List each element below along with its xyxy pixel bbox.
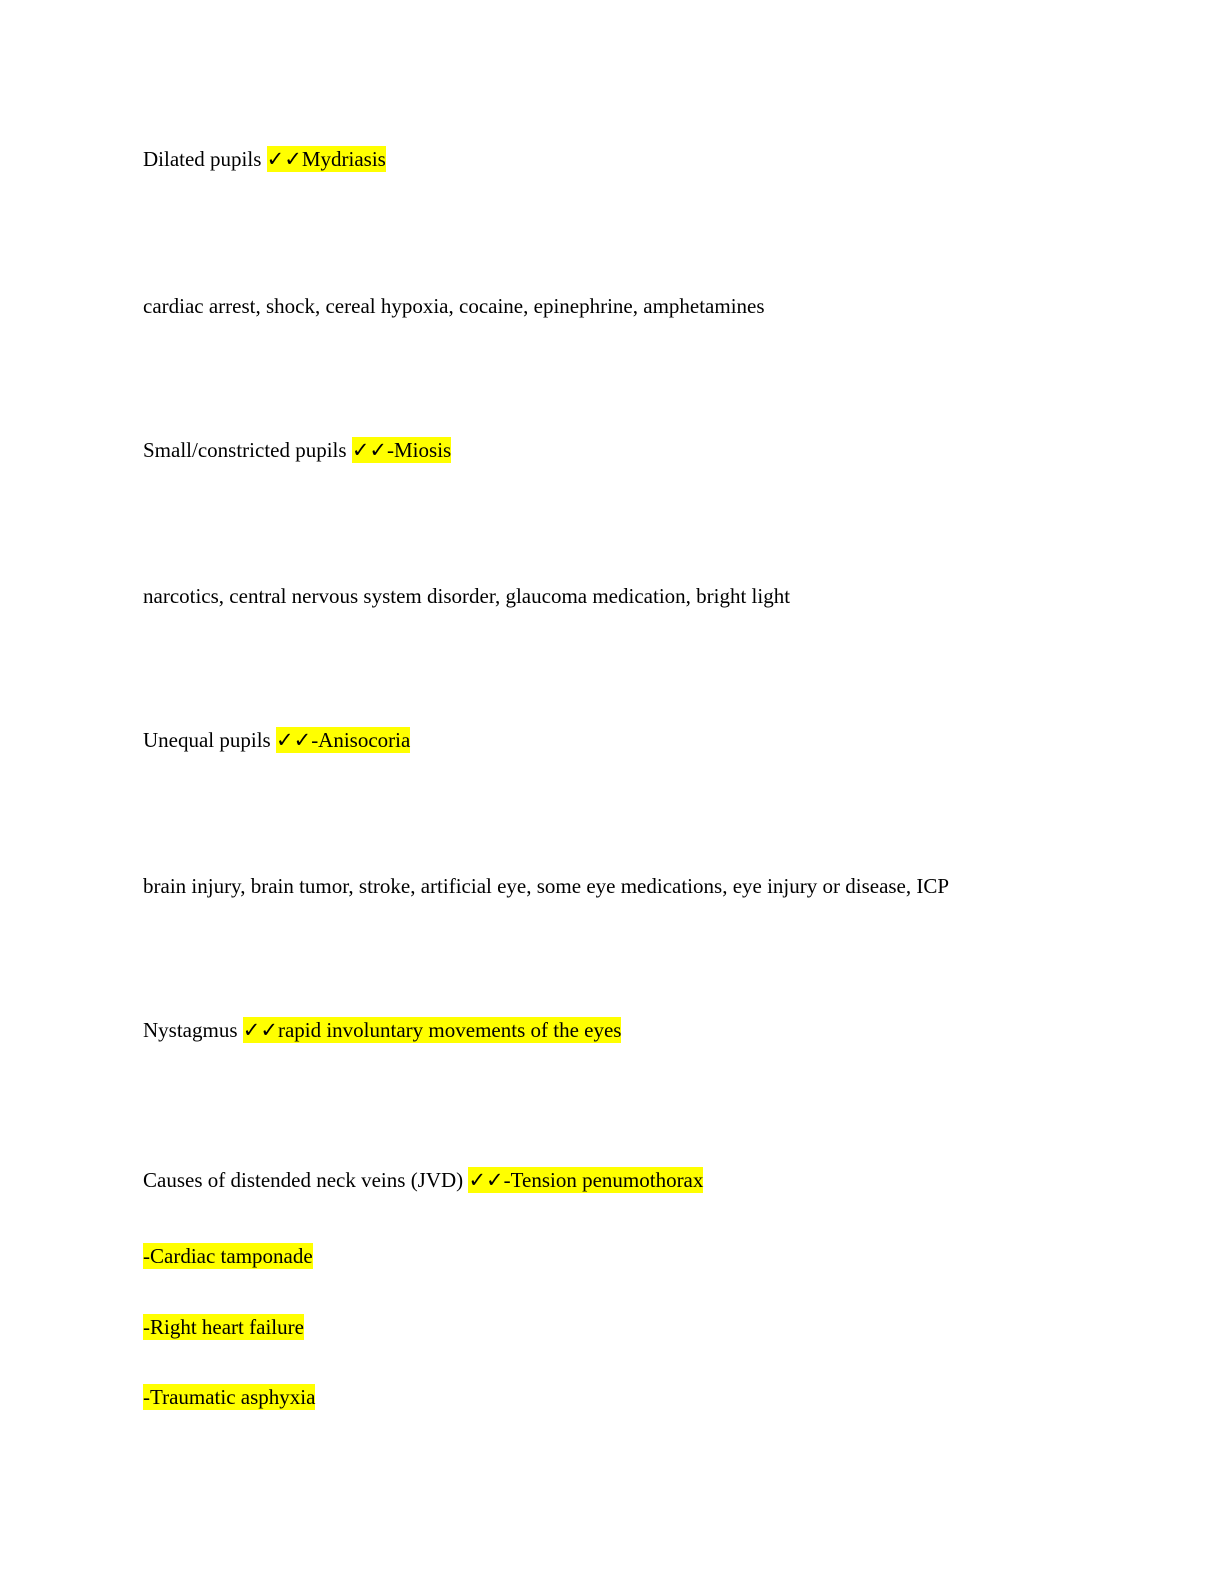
double-check-icon: ✓✓ — [266, 147, 302, 171]
flashcard-jvd — [143, 1167, 703, 1193]
answer-text: Mydriasis — [301, 147, 386, 171]
body-text: brain injury, brain tumor, stroke, artificial eye, some eye medications, eye injury or disease, ICP — [143, 874, 950, 898]
answer-highlight — [243, 1017, 622, 1043]
answer-highlight — [352, 437, 451, 463]
double-check-icon: ✓✓ — [468, 1168, 504, 1192]
jvd-list-item — [143, 1314, 304, 1340]
term-text: Dilated pupils — [143, 147, 267, 171]
flashcard-mydriasis — [143, 146, 386, 172]
list-item-text: -Traumatic asphyxia — [143, 1385, 316, 1409]
answer-text: -Tension penumothorax — [503, 1168, 704, 1192]
answer-highlight — [276, 727, 410, 753]
double-check-icon: ✓✓ — [275, 728, 312, 752]
flashcard-nystagmus — [143, 1017, 621, 1043]
term-text: Unequal pupils — [143, 728, 276, 752]
double-check-icon: ✓✓ — [351, 438, 388, 462]
term-text: Small/constricted pupils — [143, 438, 352, 462]
jvd-list-item — [143, 1243, 313, 1269]
answer-text: -Anisocoria — [311, 728, 411, 752]
answer-text: rapid involuntary movements of the eyes — [277, 1018, 622, 1042]
answer-text: -Miosis — [387, 438, 452, 462]
jvd-list-item — [143, 1384, 315, 1410]
list-item-text: -Right heart failure — [143, 1315, 304, 1339]
causes-anisocoria — [143, 873, 949, 899]
flashcard-miosis — [143, 437, 451, 463]
flashcard-anisocoria — [143, 727, 410, 753]
answer-highlight — [468, 1167, 703, 1193]
term-text: Causes of distended neck veins (JVD) — [143, 1168, 469, 1192]
answer-highlight — [267, 146, 386, 172]
term-text: Nystagmus — [143, 1018, 243, 1042]
causes-miosis — [143, 583, 790, 609]
body-text: narcotics, central nervous system disorder, glaucoma medication, bright light — [143, 584, 791, 608]
body-text: cardiac arrest, shock, cereal hypoxia, cocaine, epinephrine, amphetamines — [143, 294, 765, 318]
causes-mydriasis — [143, 293, 765, 319]
double-check-icon: ✓✓ — [242, 1018, 278, 1042]
list-item-text: -Cardiac tamponade — [143, 1244, 313, 1268]
